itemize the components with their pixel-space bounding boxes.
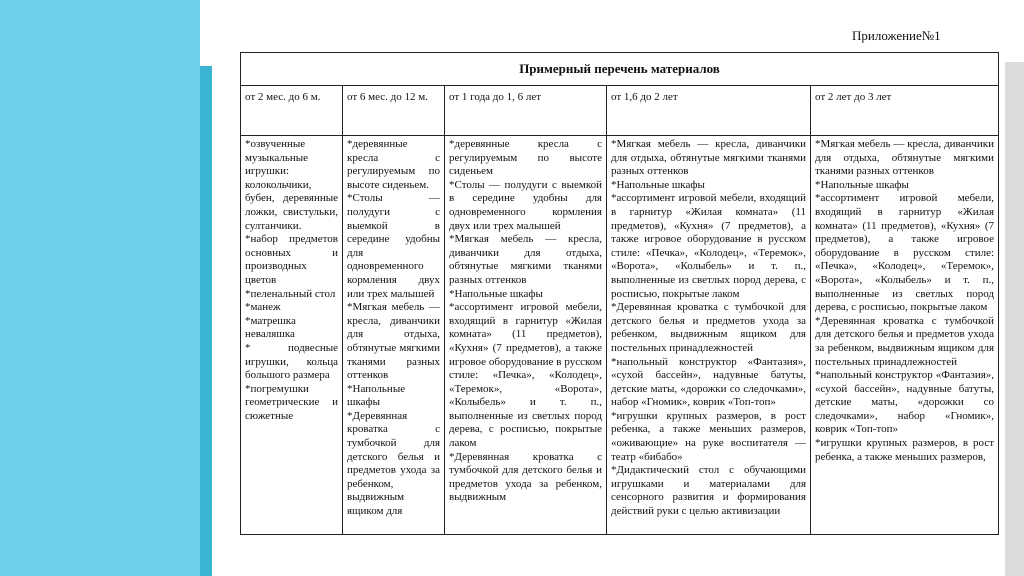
material-item: * подвесные игрушки, кольца большого размера [245, 341, 338, 382]
table-title: Примерный перечень материалов [241, 53, 999, 86]
material-item: *напольный конструктор «Фантазия», «сухой бассейн», надувные батуты, детские маты, «дорожки со следочками», набор «Гномик», коврик «Топ-топ» [611, 355, 806, 409]
material-item: *ассортимент игровой мебели, входящий в гарнитур «Жилая комната» (11 предметов), «Кухня» (7 предметов), а также игровое оборудование в русском стиле: «Печка», «Колодец», «Теремок», «Ворота», «Колыбель» и т. п., выполненные из светлых пород дерева, с росписью, покрытые лаком [449, 301, 602, 450]
materials-cell [607, 136, 811, 535]
material-item: *игрушки крупных размеров, в рост ребенка, а также меньших размеров, [815, 437, 995, 463]
material-item: *Деревянная кроватка с тумбочкой для детского белья и предметов ухода за ребенком, выдвижным ящиком для [347, 409, 440, 518]
appendix-label: Приложение№1 [852, 28, 941, 43]
left-accent-band [200, 66, 212, 576]
material-item: *деревянные кресла с регулируемым по высоте сиденьем. [347, 138, 440, 191]
materials-table [240, 52, 999, 535]
materials-cell [343, 136, 445, 535]
left-decorative-band [0, 0, 200, 576]
age-group-header: от 1,6 до 2 лет [607, 86, 811, 136]
material-item: *манеж [245, 301, 281, 314]
materials-cell [241, 136, 343, 535]
material-item: *Мягкая мебель — кресла, диванчики для отдыха, обтянутые мягкими тканями разных оттенков [449, 233, 602, 286]
age-group-header: от 1 года до 1, 6 лет [445, 86, 607, 136]
material-item: *игрушки крупных размеров, в рост ребенка, а также меньших размеров, «оживающие» на руке воспитателя — театр «бибабо» [611, 409, 806, 463]
material-item: *напольный конструктор «Фантазия», «сухой бассейн», надувные батуты, детские маты, «дорожки со следочками», набор «Гномик», коврик «Топ-топ» [815, 369, 995, 436]
material-item: *погремушки геометрические и сюжетные [245, 382, 338, 422]
material-item: *Мягкая мебель — кресла, диванчики для отдыха, обтянутые мягкими тканями разных оттенков [347, 301, 440, 382]
material-item: *Деревянная кроватка с тумбочкой для детского белья и предметов ухода за ребенком, выдвижным ящиком для постельных принадлежностей [611, 301, 806, 354]
material-item: *деревянные кресла с регулируемым по высоте сиденьем [449, 138, 602, 178]
material-item: *Напольные шкафы [347, 382, 406, 409]
material-item: *пеленальный стол [245, 287, 336, 300]
material-item: *ассортимент игровой мебели, входящий в гарнитур «Жилая комната» (11 предметов), «Кухня» (7 предметов), а также игровое оборудование в русском стиле: «Печка», «Колодец», «Теремок», «Ворота», «Колыбель» и т. п., выполненные из светлых пород дерева, с росписью, покрытые лаком [611, 192, 806, 300]
materials-cell [445, 136, 607, 535]
material-item: *Дидактический стол с обучающими игрушками и материалами для сенсорного развития и формирования действий руки с целью активизации [611, 464, 806, 518]
material-item: *озвученные музыкальные игрушки: колокольчики, бубен, деревянные ложки, свистульки, султанчики. [245, 138, 338, 232]
material-item: *набор предметов основных и производных цветов [245, 233, 338, 286]
age-group-header: от 2 лет до 3 лет [811, 86, 999, 136]
material-item: *Мягкая мебель — кресла, диванчики для отдыха, обтянутые мягкими тканями разных оттенков [815, 138, 995, 178]
material-item: *Деревянная кроватка с тумбочкой для детского белья и предметов ухода за ребенком, выдвижным [449, 450, 602, 504]
age-group-header: от 6 мес. до 12 м. [343, 86, 445, 136]
material-item: *ассортимент игровой мебели, входящий в гарнитур «Жилая комната» (11 предметов), «Кухня» (7 предметов), а также игровое оборудование в русском стиле: «Печка», «Колодец», «Теремок», «Ворота», «Колыбель» и т. п., выполненные из светлых пород дерева, с росписью, покрытые лаком [815, 192, 995, 314]
material-item: *матрешка неваляшка [245, 314, 296, 341]
right-decorative-band [1005, 62, 1024, 576]
material-item: *Столы — полудуги с выемкой в середине удобны для одновременного кормления двух или трех малышей [449, 178, 602, 232]
material-item: *Мягкая мебель — кресла, диванчики для отдыха, обтянутые мягкими тканями разных оттенков [611, 138, 806, 178]
material-item: *Напольные шкафы [815, 178, 909, 191]
age-group-header: от 2 мес. до 6 м. [241, 86, 343, 136]
material-item: *Напольные шкафы [611, 178, 705, 191]
material-item: *Деревянная кроватка с тумбочкой для детского белья и предметов ухода за ребенком, выдвижным ящиком для постельных принадлежностей [815, 314, 995, 368]
material-item: *Столы — полудуги с выемкой в середине удобны для одновременного кормления двух или трех малышей [347, 192, 440, 300]
material-item: *Напольные шкафы [449, 287, 543, 300]
materials-cell [811, 136, 999, 535]
